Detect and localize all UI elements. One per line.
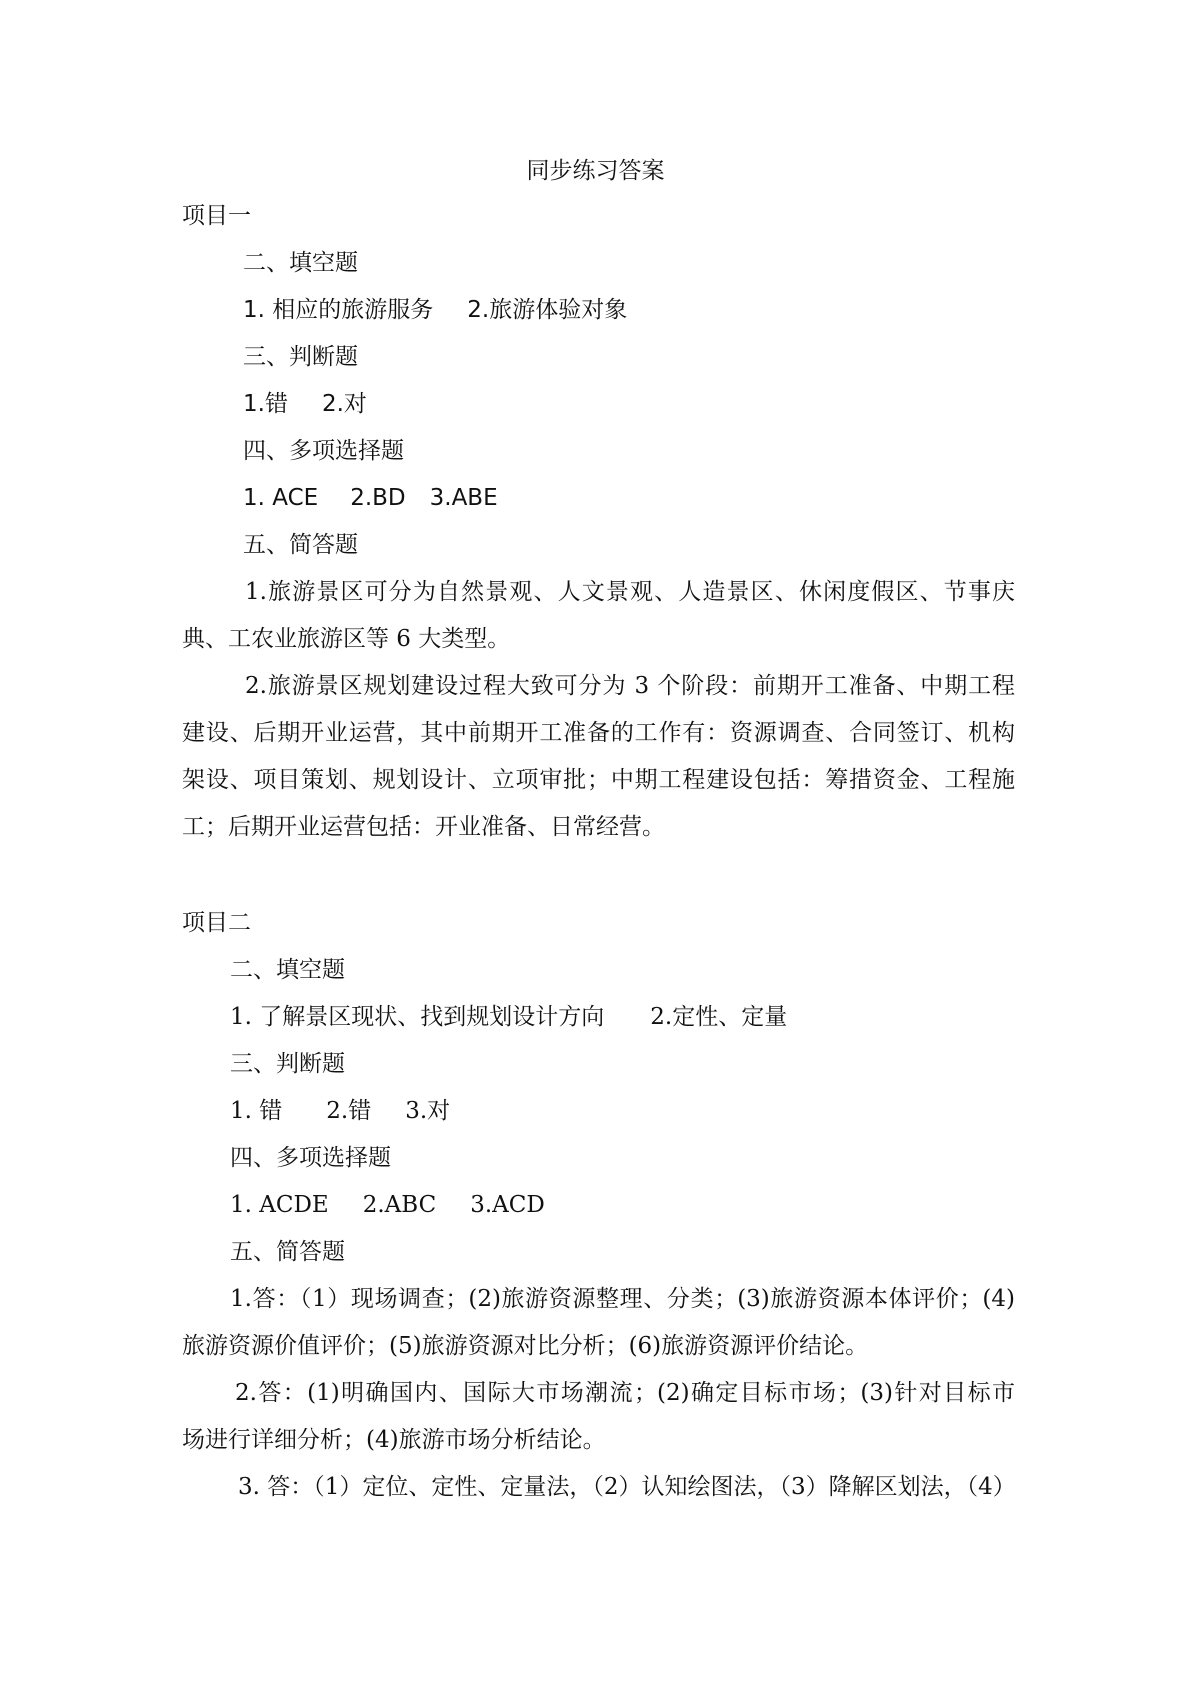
project1-judge-heading: 三、判断题	[243, 344, 358, 370]
project1-short-heading: 五、简答题	[243, 532, 358, 558]
project1-short2-line3: 架设、项目策划、规划设计、立项审批；中期工程建设包括：筹措资金、工程施	[182, 767, 1015, 793]
project2-short3-line1: 3. 答：（1）定位、定性、定量法，（2）认知绘图法，（3）降解区划法，（4）	[238, 1474, 1016, 1500]
project2-judge-a: 1. 错	[230, 1098, 283, 1124]
project1-judge-b: 2.对	[321, 391, 367, 417]
project1-heading: 项目一	[182, 203, 251, 229]
project1-judge-a: 1.错	[243, 391, 288, 417]
project1-short1-line1: 1.旅游景区可分为自然景观、人文景观、人造景区、休闲度假区、节事庆	[245, 579, 1015, 605]
project2-fill-a: 1. 了解景区现状、找到规划设计方向	[230, 1004, 605, 1030]
project1-short2-line1: 2.旅游景区规划建设过程大致可分为 3 个阶段：前期开工准备、中期工程	[245, 673, 1015, 699]
project1-fill-b: 2.旅游体验对象	[467, 297, 628, 323]
project1-short2-line4: 工；后期开业运营包括：开业准备、日常经营。	[182, 814, 665, 840]
project2-fill-answers	[230, 1002, 787, 1032]
project2-multi-heading: 四、多项选择题	[230, 1145, 391, 1171]
project1-multi-b: 2.BD	[350, 485, 406, 511]
project1-fill-a: 1. 相应的旅游服务	[243, 297, 434, 323]
project1-multi-answers	[243, 483, 498, 513]
project2-short1-line2: 旅游资源价值评价；(5)旅游资源对比分析；(6)旅游资源评价结论。	[182, 1333, 869, 1359]
project2-short-heading: 五、简答题	[230, 1239, 345, 1265]
project2-short2-line1: 2.答：(1)明确国内、国际大市场潮流；(2)确定目标市场；(3)针对目标市	[235, 1380, 1015, 1406]
project2-multi-b: 2.ABC	[362, 1192, 437, 1218]
project2-short2-line2: 场进行详细分析；(4)旅游市场分析结论。	[182, 1427, 606, 1453]
project2-judge-heading: 三、判断题	[230, 1051, 345, 1077]
project2-judge-c: 3.对	[405, 1098, 451, 1124]
project2-short1-line1: 1.答：（1）现场调查；(2)旅游资源整理、分类；(3)旅游资源本体评价；(4)	[230, 1286, 1015, 1312]
project1-multi-a: 1. ACE	[243, 485, 319, 511]
project1-fill-answers	[243, 295, 627, 325]
project2-judge-answers	[230, 1096, 450, 1126]
project2-heading: 项目二	[182, 910, 251, 936]
project1-multi-c: 3.ABE	[429, 485, 498, 511]
project2-multi-c: 3.ACD	[470, 1192, 545, 1218]
project1-multi-heading: 四、多项选择题	[243, 438, 404, 464]
project2-multi-a: 1. ACDE	[230, 1192, 329, 1218]
document-title: 同步练习答案	[526, 158, 665, 184]
project1-fill-heading: 二、填空题	[243, 250, 358, 276]
project1-judge-answers	[243, 389, 367, 419]
project1-short1-line2: 典、工农业旅游区等 6 大类型。	[182, 626, 511, 652]
project1-short2-line2: 建设、后期开业运营，其中前期开工准备的工作有：资源调查、合同签订、机构	[182, 720, 1015, 746]
project2-judge-b: 2.错	[326, 1098, 372, 1124]
project2-fill-b: 2.定性、定量	[650, 1004, 788, 1030]
project2-fill-heading: 二、填空题	[230, 957, 345, 983]
project2-multi-answers	[230, 1190, 545, 1220]
